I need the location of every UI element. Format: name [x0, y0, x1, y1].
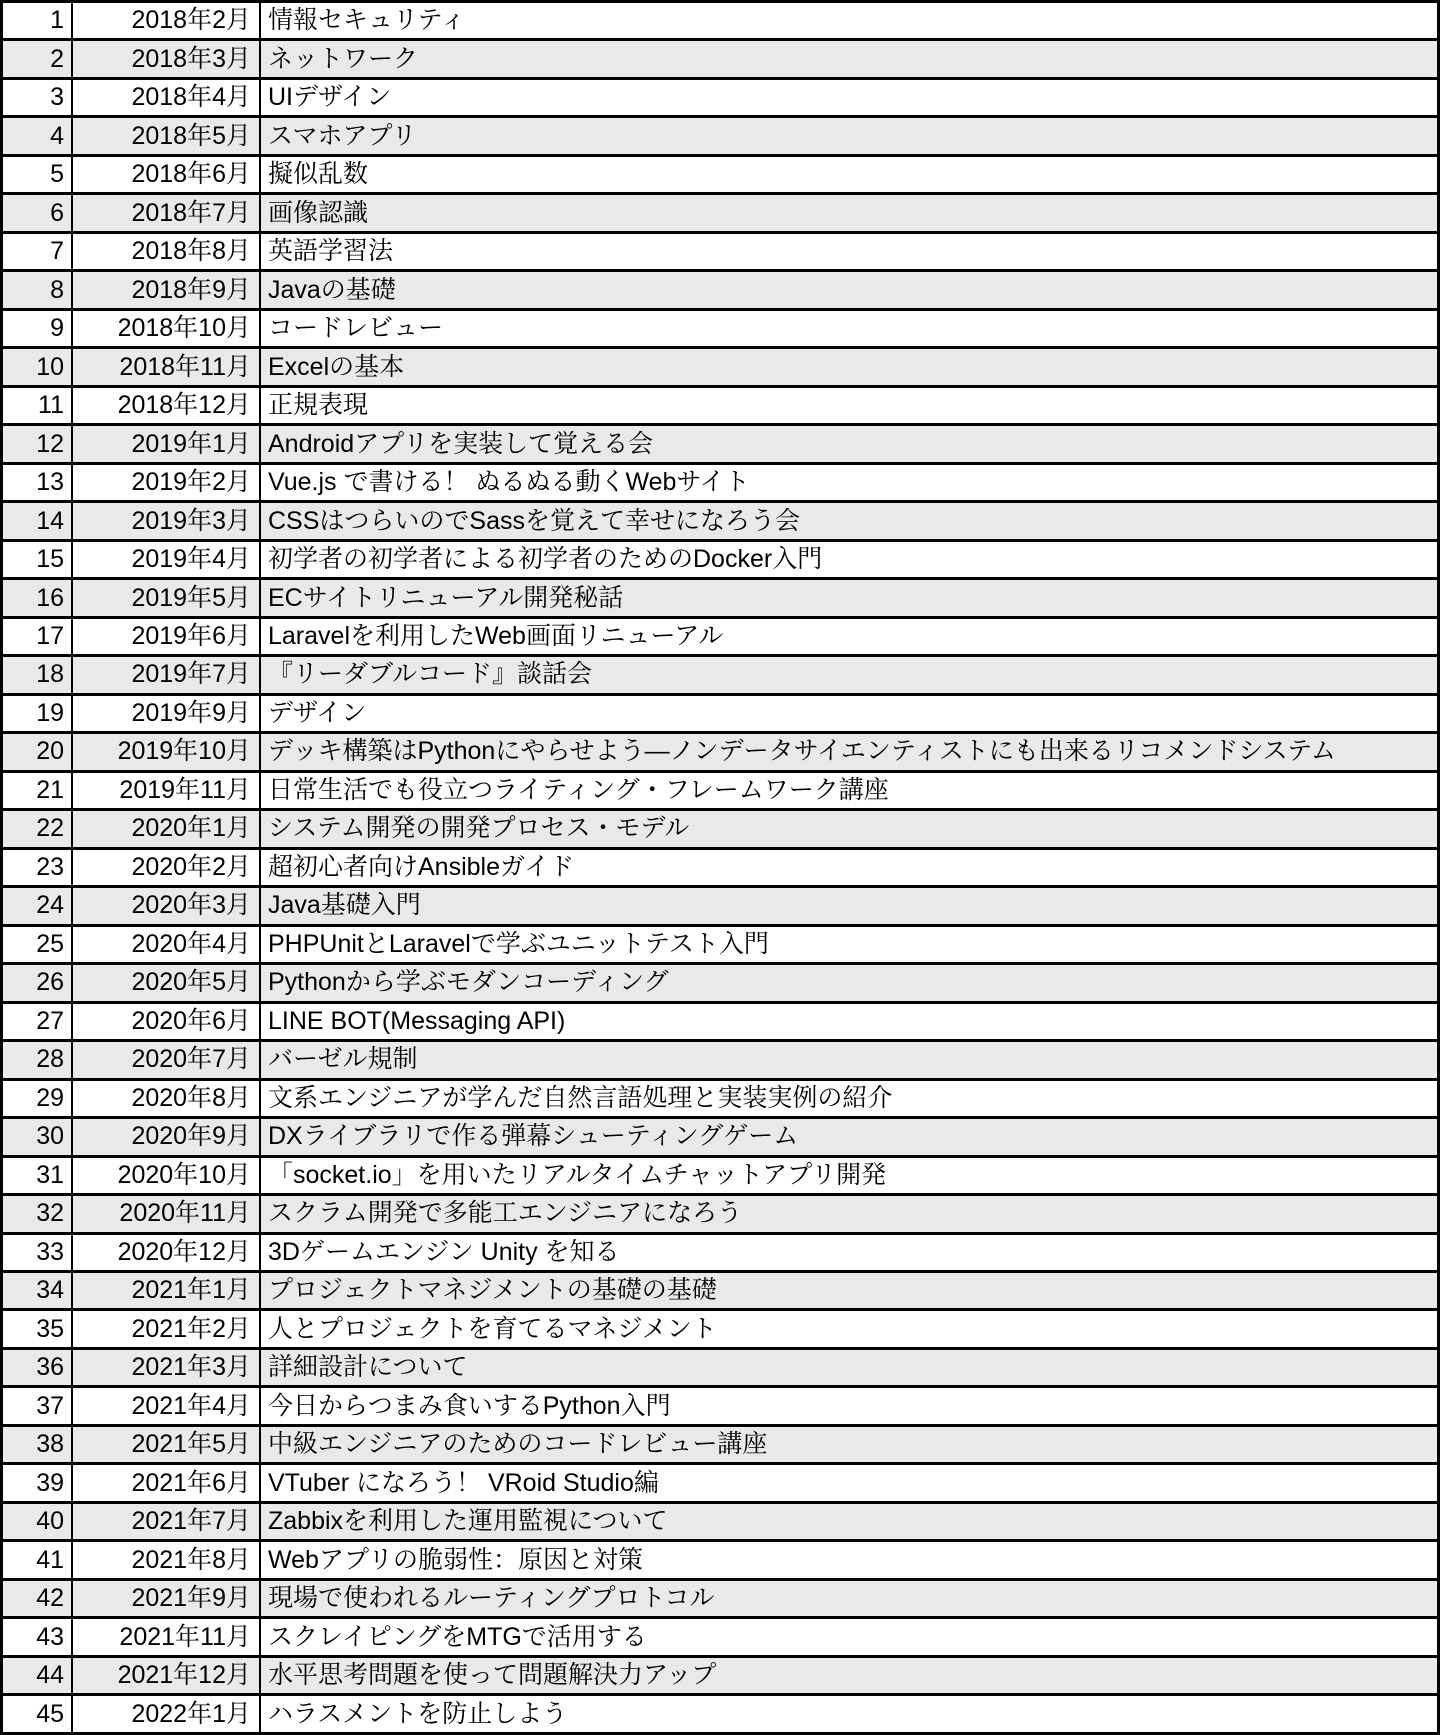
date-cell: 2018年9月 [73, 272, 261, 307]
title-cell: システム開発の開発プロセス・モデル [268, 814, 690, 843]
date-cell: 2019年3月 [73, 503, 261, 538]
title-cell: ネットワーク [268, 44, 419, 73]
table-row [3, 619, 1437, 657]
title-cell: VTuber になろう！ VRoid Studio編 [268, 1468, 659, 1497]
table-row [3, 349, 1437, 387]
row-number-cell: 40 [3, 1504, 73, 1539]
table-row [3, 1042, 1437, 1080]
row-number-cell: 24 [3, 888, 73, 923]
title-cell: 『リーダブルコード』談話会 [268, 660, 593, 689]
title-cell: Java基礎入門 [268, 891, 421, 920]
table-row [3, 157, 1437, 195]
date-cell: 2018年8月 [73, 234, 261, 269]
table-row [3, 272, 1437, 310]
table-row [3, 696, 1437, 734]
table-row [3, 773, 1437, 811]
table-row [3, 657, 1437, 695]
date-cell: 2021年6月 [73, 1465, 261, 1500]
table-row [3, 41, 1437, 79]
date-cell: 2020年1月 [73, 811, 261, 846]
date-cell: 2021年8月 [73, 1542, 261, 1577]
title-cell: Androidアプリを実装して覚える会 [268, 429, 654, 458]
row-number-cell: 20 [3, 734, 73, 769]
date-cell: 2018年4月 [73, 80, 261, 115]
title-cell: スマホアプリ [268, 121, 417, 150]
title-cell: 超初心者向けAnsibleガイド [268, 852, 575, 881]
table-row [3, 3, 1437, 41]
table-row [3, 927, 1437, 965]
table-row [3, 1619, 1437, 1657]
date-cell: 2021年12月 [73, 1658, 261, 1693]
title-cell: 日常生活でも役立つライティング・フレームワーク講座 [268, 775, 889, 804]
title-cell: 画像認識 [268, 198, 369, 227]
date-cell: 2019年1月 [73, 426, 261, 461]
title-cell: 情報セキュリティ [268, 6, 466, 35]
title-cell: 中級エンジニアのためのコードレビュー講座 [268, 1430, 768, 1459]
date-cell: 2018年6月 [73, 157, 261, 192]
date-cell: 2021年1月 [73, 1273, 261, 1308]
title-cell: 擬似乱数 [268, 160, 369, 189]
row-number-cell: 14 [3, 503, 73, 538]
date-cell: 2020年8月 [73, 1081, 261, 1116]
row-number-cell: 1 [3, 3, 73, 38]
date-cell: 2018年10月 [73, 311, 261, 346]
table-row [3, 965, 1437, 1003]
table-row [3, 1196, 1437, 1234]
table-row [3, 1119, 1437, 1157]
date-cell: 2020年12月 [73, 1235, 261, 1270]
row-number-cell: 18 [3, 657, 73, 692]
row-number-cell: 17 [3, 619, 73, 654]
table-row [3, 1158, 1437, 1196]
title-cell: Javaの基礎 [268, 275, 396, 304]
row-number-cell: 10 [3, 349, 73, 384]
title-cell: 3Dゲームエンジン Unity を知る [268, 1237, 620, 1266]
row-number-cell: 45 [3, 1696, 73, 1731]
table-row [3, 850, 1437, 888]
table-row [3, 388, 1437, 426]
date-cell: 2020年10月 [73, 1158, 261, 1193]
table-row [3, 811, 1437, 849]
title-cell: バーゼル規制 [268, 1045, 418, 1074]
table-row [3, 1581, 1437, 1619]
title-cell: 正規表現 [268, 391, 369, 420]
date-cell: 2019年7月 [73, 657, 261, 692]
row-number-cell: 16 [3, 580, 73, 615]
row-number-cell: 37 [3, 1388, 73, 1423]
date-cell: 2020年9月 [73, 1119, 261, 1154]
date-cell: 2019年4月 [73, 542, 261, 577]
date-cell: 2021年3月 [73, 1350, 261, 1385]
row-number-cell: 38 [3, 1427, 73, 1462]
title-cell: 今日からつまみ食いするPython入門 [268, 1391, 671, 1420]
title-cell: UIデザイン [268, 83, 392, 112]
row-number-cell: 27 [3, 1004, 73, 1039]
row-number-cell: 23 [3, 850, 73, 885]
row-number-cell: 22 [3, 811, 73, 846]
title-cell: 現場で使われるルーティングプロトコル [268, 1584, 715, 1613]
row-number-cell: 32 [3, 1196, 73, 1231]
row-number-cell: 44 [3, 1658, 73, 1693]
title-cell: Zabbixを利用した運用監視について [268, 1507, 668, 1536]
date-cell: 2021年11月 [73, 1619, 261, 1654]
table-row [3, 1273, 1437, 1311]
date-cell: 2020年5月 [73, 965, 261, 1000]
row-number-cell: 2 [3, 41, 73, 76]
date-cell: 2020年4月 [73, 927, 261, 962]
title-cell: 英語学習法 [268, 237, 394, 266]
table-row [3, 734, 1437, 772]
table-row [3, 1504, 1437, 1542]
table-row [3, 888, 1437, 926]
row-number-cell: 15 [3, 542, 73, 577]
table-row [3, 1696, 1437, 1731]
row-number-cell: 29 [3, 1081, 73, 1116]
date-cell: 2021年5月 [73, 1427, 261, 1462]
date-cell: 2020年3月 [73, 888, 261, 923]
title-cell: LINE BOT(Messaging API) [268, 1006, 566, 1035]
date-cell: 2019年5月 [73, 580, 261, 615]
row-number-cell: 19 [3, 696, 73, 731]
title-cell: Excelの基本 [268, 352, 405, 381]
title-cell: スクラム開発で多能工エンジニアになろう [268, 1199, 743, 1228]
row-number-cell: 30 [3, 1119, 73, 1154]
row-number-cell: 39 [3, 1465, 73, 1500]
title-cell: 詳細設計について [268, 1353, 468, 1382]
table-row [3, 1465, 1437, 1503]
row-number-cell: 4 [3, 118, 73, 153]
table-row [3, 580, 1437, 618]
title-cell: Webアプリの脆弱性：原因と対策 [268, 1545, 643, 1574]
date-cell: 2020年7月 [73, 1042, 261, 1077]
row-number-cell: 11 [3, 388, 73, 423]
date-cell: 2021年9月 [73, 1581, 261, 1616]
table-row [3, 1427, 1437, 1465]
date-cell: 2020年11月 [73, 1196, 261, 1231]
date-cell: 2018年5月 [73, 118, 261, 153]
title-cell: 文系エンジニアが学んだ自然言語処理と実装実例の紹介 [268, 1083, 893, 1112]
date-cell: 2018年12月 [73, 388, 261, 423]
row-number-cell: 41 [3, 1542, 73, 1577]
title-cell: 人とプロジェクトを育てるマネジメント [268, 1314, 717, 1343]
date-cell: 2018年7月 [73, 195, 261, 230]
title-cell: デッキ構築はPythonにやらせよう―ノンデータサイエンティストにも出来るリコメンドシステム [268, 737, 1336, 766]
title-cell: コードレビュー [268, 314, 444, 343]
date-cell: 2018年3月 [73, 41, 261, 76]
title-cell: Pythonから学ぶモダンコーディング [268, 968, 669, 997]
date-cell: 2021年7月 [73, 1504, 261, 1539]
title-cell: スクレイピングをMTGで活用する [268, 1622, 647, 1651]
title-cell: Vue.js で書ける！ ぬるぬる動くWebサイト [268, 468, 750, 497]
title-cell: 初学者の初学者による初学者のためのDocker入門 [268, 545, 823, 574]
date-cell: 2019年9月 [73, 696, 261, 731]
table-row [3, 80, 1437, 118]
row-number-cell: 25 [3, 927, 73, 962]
date-cell: 2019年11月 [73, 773, 261, 808]
table-row [3, 1235, 1437, 1273]
table-row [3, 311, 1437, 349]
date-cell: 2018年11月 [73, 349, 261, 384]
table-row [3, 195, 1437, 233]
table-row [3, 1004, 1437, 1042]
table-row [3, 234, 1437, 272]
row-number-cell: 28 [3, 1042, 73, 1077]
table-row [3, 1081, 1437, 1119]
row-number-cell: 8 [3, 272, 73, 307]
row-number-cell: 5 [3, 157, 73, 192]
title-cell: DXライブラリで作る弾幕シューティングゲーム [268, 1122, 799, 1151]
row-number-cell: 31 [3, 1158, 73, 1193]
title-cell: Laravelを利用したWeb画面リニューアル [268, 621, 724, 650]
date-cell: 2019年2月 [73, 465, 261, 500]
date-cell: 2020年6月 [73, 1004, 261, 1039]
row-number-cell: 33 [3, 1235, 73, 1270]
title-cell: プロジェクトマネジメントの基礎の基礎 [268, 1276, 717, 1305]
row-number-cell: 7 [3, 234, 73, 269]
table-row [3, 426, 1437, 464]
table-row [3, 503, 1437, 541]
title-cell: PHPUnitとLaravelで学ぶユニットテスト入門 [268, 929, 769, 958]
row-number-cell: 21 [3, 773, 73, 808]
table-row [3, 1542, 1437, 1580]
title-cell: CSSはつらいのでSassを覚えて幸せになろう会 [268, 506, 800, 535]
row-number-cell: 3 [3, 80, 73, 115]
table-row [3, 118, 1437, 156]
row-number-cell: 35 [3, 1311, 73, 1346]
title-cell: 「socket.io」を用いたリアルタイムチャットアプリ開発 [268, 1160, 887, 1189]
date-cell: 2021年4月 [73, 1388, 261, 1423]
date-cell: 2022年1月 [73, 1696, 261, 1731]
table-row [3, 542, 1437, 580]
date-cell: 2021年2月 [73, 1311, 261, 1346]
date-cell: 2020年2月 [73, 850, 261, 885]
row-number-cell: 13 [3, 465, 73, 500]
row-number-cell: 34 [3, 1273, 73, 1308]
table-row [3, 1311, 1437, 1349]
date-cell: 2019年6月 [73, 619, 261, 654]
table-row [3, 465, 1437, 503]
table-row [3, 1350, 1437, 1388]
title-cell: デザイン [268, 698, 367, 727]
row-number-cell: 9 [3, 311, 73, 346]
row-number-cell: 12 [3, 426, 73, 461]
row-number-cell: 6 [3, 195, 73, 230]
title-cell: ハラスメントを防止しよう [268, 1699, 568, 1728]
row-number-cell: 42 [3, 1581, 73, 1616]
table-row [3, 1658, 1437, 1696]
date-cell: 2019年10月 [73, 734, 261, 769]
date-cell: 2018年2月 [73, 3, 261, 38]
title-cell: 水平思考問題を使って問題解決力アップ [268, 1661, 717, 1690]
row-number-cell: 36 [3, 1350, 73, 1385]
table-row [3, 1388, 1437, 1426]
row-number-cell: 43 [3, 1619, 73, 1654]
row-number-cell: 26 [3, 965, 73, 1000]
title-cell: ECサイトリニューアル開発秘話 [268, 583, 624, 612]
